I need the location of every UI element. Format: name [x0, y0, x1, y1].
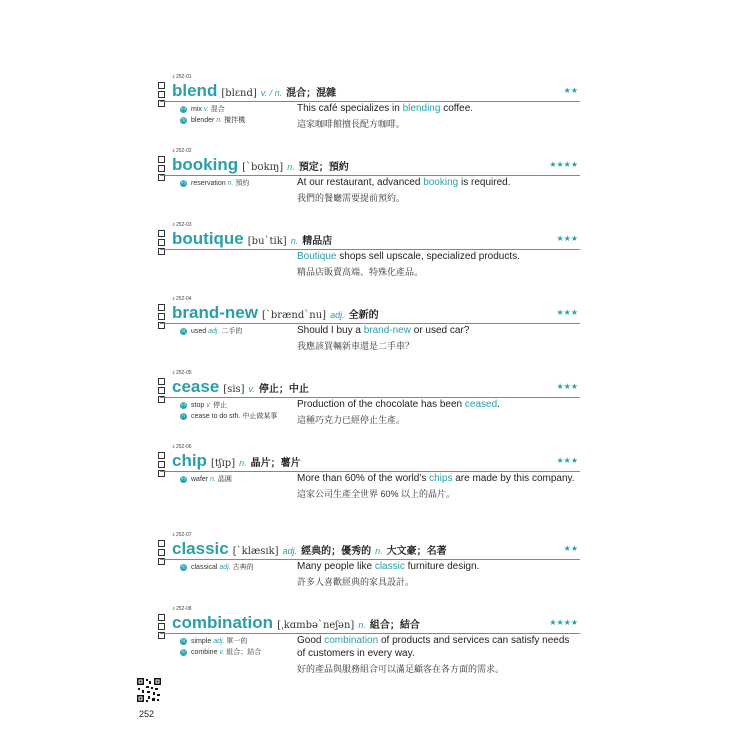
- vocab-entry: [160, 370, 580, 444]
- headword: blend: [172, 81, 218, 100]
- example-sentence: [297, 560, 579, 588]
- antonym-badge: 反: [180, 638, 186, 644]
- related-word: 反 used adj. 二手的: [180, 328, 243, 335]
- part-of-speech: n.: [287, 162, 295, 172]
- headword-row: [160, 81, 580, 102]
- derivative-badge: 衍: [180, 564, 186, 570]
- phonetic: [ˌkɑmbəˋneʃən]: [277, 620, 355, 631]
- audio-track-id: ♪252-06: [172, 444, 192, 450]
- example-english: Good combination of products and services can satisfy needs of customers in every way.: [297, 635, 570, 659]
- headword: classic: [172, 539, 229, 558]
- page-number: 252: [139, 709, 155, 719]
- example-sentence: [297, 176, 579, 204]
- related-words: [180, 636, 290, 658]
- audio-track-id: ♪252-04: [172, 296, 192, 302]
- meaning: 組合；結合: [369, 620, 420, 631]
- audio-track-id: ♪252-05: [172, 370, 192, 376]
- part-of-speech: n.: [290, 236, 299, 246]
- related-words: [180, 178, 290, 189]
- headword-row: [160, 613, 580, 634]
- example-chinese: 我應該買輛新車還是二手車？: [297, 341, 415, 351]
- headword-row: [160, 377, 580, 398]
- meaning: 預定；預約: [298, 162, 349, 173]
- part-of-speech-2: n.: [375, 546, 383, 556]
- phonetic: [ˋbʊkɪŋ]: [242, 162, 284, 173]
- part-of-speech: n.: [239, 458, 247, 468]
- music-note-icon: ♪: [172, 296, 175, 302]
- frequency-stars: ★★★★: [549, 618, 578, 627]
- part-of-speech: adj.: [330, 310, 345, 320]
- audio-track-id: ♪252-03: [172, 222, 192, 228]
- frequency-stars: ★★★: [556, 234, 578, 243]
- frequency-stars: ★★★: [556, 308, 578, 317]
- example-chinese: 這種巧克力已經停止生產。: [297, 415, 406, 425]
- example-english: This café specializes in blending coffee.: [297, 103, 474, 114]
- qr-code-icon[interactable]: [136, 677, 162, 703]
- related-word: 衍 blender n. 攪拌機: [180, 117, 246, 124]
- related-words: [180, 326, 290, 337]
- part-of-speech: v. / n.: [260, 88, 283, 98]
- phonetic: [sis]: [223, 384, 245, 395]
- headword: combination: [172, 613, 274, 632]
- phonetic: [blɛnd]: [221, 88, 257, 99]
- antonym-badge: 反: [180, 328, 186, 334]
- derivative-badge: 衍: [180, 649, 186, 655]
- headword: chip: [172, 451, 207, 470]
- related-word: 衍 combine v. 組合；結合: [180, 649, 262, 656]
- headword-row: [160, 539, 580, 560]
- example-english: Many people like classic furniture design.: [297, 561, 480, 572]
- example-sentence: [297, 250, 579, 278]
- part-of-speech: adj.: [282, 546, 298, 556]
- example-sentence: [297, 102, 579, 130]
- audio-track-id: ♪252-08: [172, 606, 192, 612]
- example-sentence: [297, 634, 579, 675]
- related-words: [180, 400, 290, 422]
- meaning: 混合；混雜: [286, 88, 337, 99]
- example-chinese: 精品店販賣高端、特殊化產品。: [297, 267, 424, 277]
- headword-row: [160, 229, 580, 250]
- example-chinese: 我們的餐廳需要提前預約。: [297, 193, 406, 203]
- music-note-icon: ♪: [172, 606, 175, 612]
- synonym-badge: 同: [180, 180, 186, 186]
- meaning: 晶片；薯片: [250, 458, 301, 469]
- vocab-entry: [160, 606, 580, 686]
- example-chinese: 這家公司生產全世界 60% 以上的晶片。: [297, 489, 456, 499]
- music-note-icon: ♪: [172, 148, 175, 154]
- related-word: 片 cease to do sth. 中止做某事: [180, 413, 278, 420]
- example-chinese: 這家咖啡館擅長配方咖啡。: [297, 119, 406, 129]
- example-english: At our restaurant, advanced booking is required.: [297, 177, 511, 188]
- meaning: 經典的；優秀的: [301, 546, 372, 557]
- example-sentence: [297, 472, 579, 500]
- music-note-icon: ♪: [172, 532, 175, 538]
- related-word: 同 reservation n. 預約: [180, 180, 250, 187]
- vocab-entry: [160, 532, 580, 606]
- phrase-badge: 片: [180, 413, 186, 419]
- audio-track-id: ♪252-01: [172, 74, 192, 80]
- headword-row: [160, 303, 580, 324]
- frequency-stars: ★★★: [556, 382, 578, 391]
- related-word: 同 mix v. 混合: [180, 106, 225, 113]
- frequency-stars: ★★: [563, 544, 578, 553]
- meaning: 全新的: [348, 310, 379, 321]
- example-english: Boutique shops sell upscale, specialized products.: [297, 251, 520, 262]
- meaning-2: 大文豪；名著: [386, 546, 447, 557]
- related-words: [180, 474, 290, 485]
- vocab-entry: [160, 148, 580, 222]
- example-chinese: 好的產品與服務組合可以滿足顧客在各方面的需求。: [297, 664, 505, 674]
- synonym-badge: 同: [180, 476, 186, 482]
- headword: booking: [172, 155, 239, 174]
- phonetic: [ˋklæsɪk]: [232, 546, 279, 557]
- headword-row: [160, 451, 580, 472]
- phonetic: [buˋtik]: [247, 236, 287, 247]
- synonym-badge: 同: [180, 106, 186, 112]
- vocab-entry: [160, 222, 580, 296]
- frequency-stars: ★★★: [556, 456, 578, 465]
- music-note-icon: ♪: [172, 370, 175, 376]
- audio-track-id: ♪252-02: [172, 148, 192, 154]
- phonetic: [tʃɪp]: [210, 458, 236, 469]
- music-note-icon: ♪: [172, 74, 175, 80]
- vocab-entry: [160, 74, 580, 148]
- related-word: 同 wafer n. 晶圓: [180, 476, 232, 483]
- frequency-stars: ★★: [563, 86, 578, 95]
- audio-track-id: ♪252-07: [172, 532, 192, 538]
- vocabulary-list: [160, 74, 580, 686]
- related-word: 衍 classical adj. 古典的: [180, 564, 254, 571]
- vocab-entry: [160, 444, 580, 532]
- example-english: Production of the chocolate has been ceased.: [297, 399, 500, 410]
- headword: cease: [172, 377, 220, 396]
- example-chinese: 許多人喜歡經典的家具設計。: [297, 577, 415, 587]
- phonetic: [ˋbrændˋnu]: [261, 310, 327, 321]
- meaning: 精品店: [302, 236, 333, 247]
- part-of-speech: v.: [248, 384, 255, 394]
- vocab-entry: [160, 296, 580, 370]
- headword: boutique: [172, 229, 244, 248]
- example-sentence: [297, 398, 579, 426]
- related-word: 反 simple adj. 單一的: [180, 638, 248, 645]
- headword-row: [160, 155, 580, 176]
- related-words: [180, 104, 290, 126]
- synonym-badge: 同: [180, 402, 186, 408]
- derivative-badge: 衍: [180, 117, 186, 123]
- related-words: [180, 562, 290, 573]
- related-word: 同 stop v. 停止: [180, 402, 228, 409]
- music-note-icon: ♪: [172, 444, 175, 450]
- meaning: 停止；中止: [258, 384, 309, 395]
- frequency-stars: ★★★★: [549, 160, 578, 169]
- music-note-icon: ♪: [172, 222, 175, 228]
- example-english: More than 60% of the world’s chips are made by this company.: [297, 473, 575, 484]
- example-english: Should I buy a brand-new or used car?: [297, 325, 470, 336]
- headword: brand-new: [172, 303, 258, 322]
- part-of-speech: n.: [358, 620, 366, 630]
- example-sentence: [297, 324, 579, 352]
